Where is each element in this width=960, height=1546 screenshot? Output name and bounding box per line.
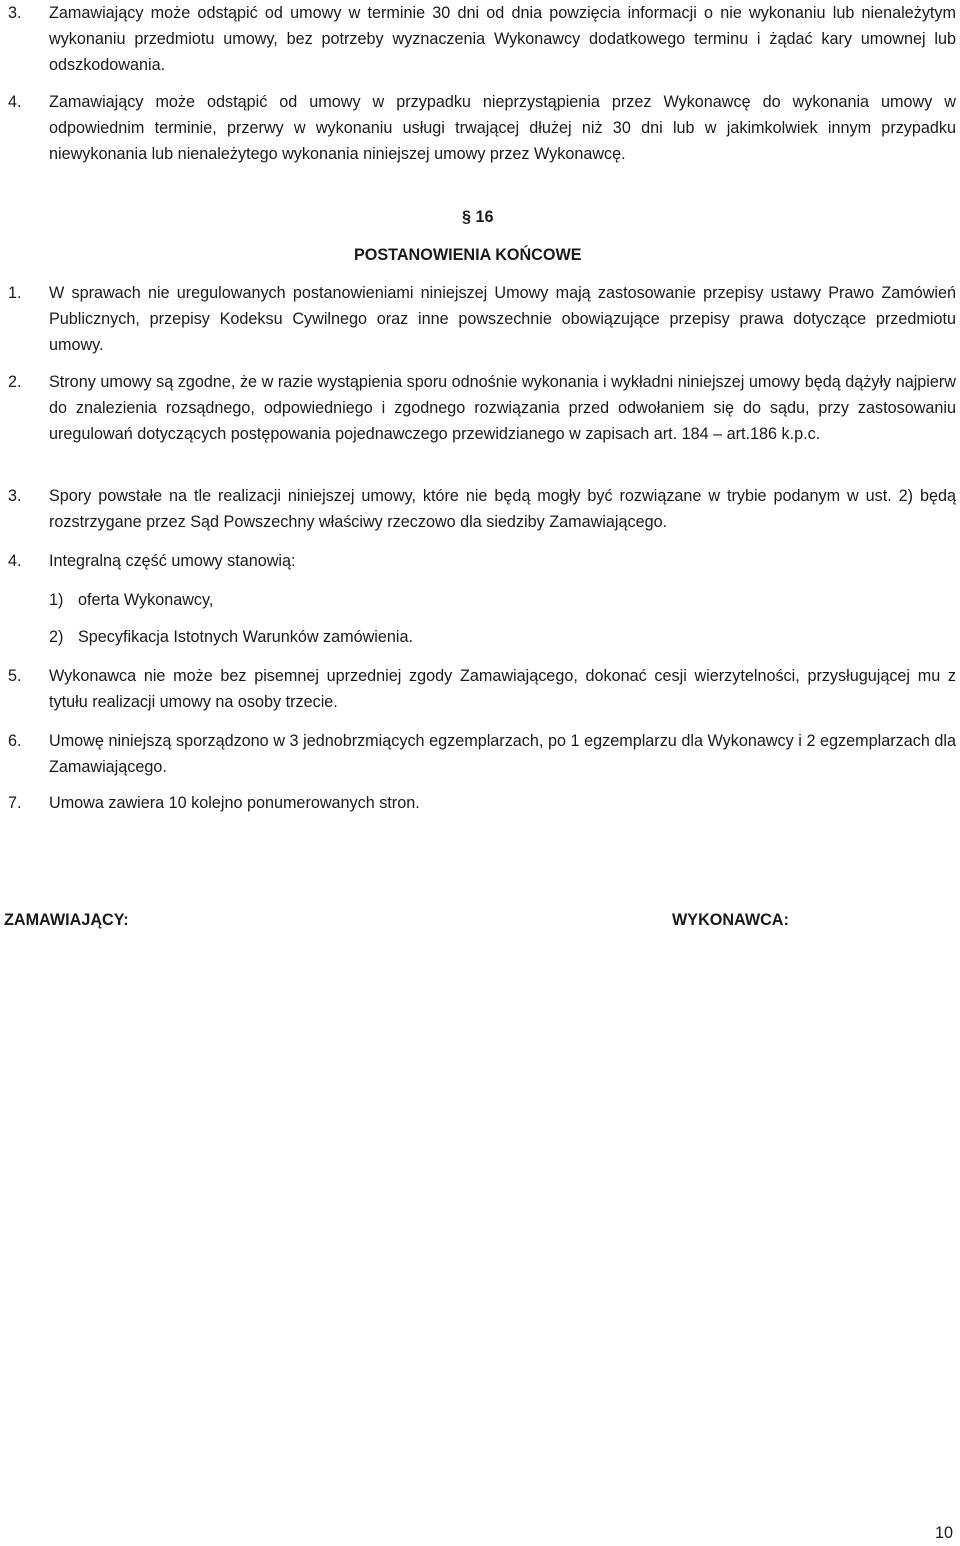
clause-item-4-top: [8, 89, 956, 167]
final-clause-1: [8, 280, 956, 358]
clause-text: Integralną część umowy stanowią:: [49, 552, 296, 570]
section-title: POSTANOWIENIA KOŃCOWE: [354, 246, 582, 264]
clause-number: 4.: [8, 93, 22, 111]
clause-text: Umowę niniejszą sporządzono w 3 jednobrzmiących egzemplarzach, po 1 egzemplarzu dla Wykonawcy i 2 egzemplarzach dla Zamawiającego.: [49, 732, 956, 776]
final-clause-4: [8, 548, 956, 574]
clause-text: Wykonawca nie może bez pisemnej uprzedniej zgody Zamawiającego, dokonać cesji wierzytelności, przysługującej mu z tytułu realizacji umowy na osoby trzecie.: [49, 667, 956, 711]
clause-number: 3.: [8, 4, 22, 22]
clause-number: 1.: [8, 284, 22, 302]
final-clause-3: [8, 483, 956, 535]
integral-part-2: [49, 624, 413, 650]
clause-number: 3.: [8, 487, 22, 505]
signature-label-contractor: WYKONAWCA:: [672, 911, 789, 929]
clause-text: Umowa zawiera 10 kolejno ponumerowanych stron.: [49, 794, 420, 812]
signature-label-contracting-party: ZAMAWIAJĄCY:: [4, 911, 129, 929]
clause-text: Zamawiający może odstąpić od umowy w przypadku nieprzystąpienia przez Wykonawcę do wykonania umowy w odpowiednim terminie, przerwy w wykonaniu usługi trwającej dłużej niż 30 dni lub w jakimkolwiek innym przypadku niewykonania lub nienależytego wykonania niniejszej umowy przez Wykonawcę.: [49, 93, 956, 163]
sub-item-number: 2): [49, 628, 64, 646]
section-mark: § 16: [462, 208, 494, 226]
clause-number: 5.: [8, 667, 22, 685]
clause-number: 4.: [8, 552, 22, 570]
final-clause-2: [8, 369, 956, 447]
sub-item-number: 1): [49, 591, 64, 609]
clause-text: W sprawach nie uregulowanych postanowieniami niniejszej Umowy mają zastosowanie przepisy ustawy Prawo Zamówień Publicznych, przepisy Kodeksu Cywilnego oraz inne powszechnie obowiązujące przepisy prawa dotyczące przedmiotu umowy.: [49, 284, 956, 354]
sub-item-text: Specyfikacja Istotnych Warunków zamówienia.: [78, 628, 413, 646]
integral-part-1: [49, 587, 213, 613]
clause-text: Zamawiający może odstąpić od umowy w terminie 30 dni od dnia powzięcia informacji o nie wykonaniu lub nienależytym wykonaniu przedmiotu umowy, bez potrzeby wyznaczenia Wykonawcy dodatkowego terminu i żądać kary umownej lub odszkodowania.: [49, 4, 956, 74]
clause-number: 2.: [8, 373, 22, 391]
clause-text: Spory powstałe na tle realizacji niniejszej umowy, które nie będą mogły być rozwiązane w trybie podanym w ust. 2) będą rozstrzygane przez Sąd Powszechny właściwy rzeczowo dla siedziby Zamawiającego.: [49, 487, 956, 531]
clause-number: 6.: [8, 732, 22, 750]
clause-text: Strony umowy są zgodne, że w razie wystąpienia sporu odnośnie wykonania i wykładni niniejszej umowy będą dążyły najpierw do znalezienia rozsądnego, odpowiedniego i zgodnego rozwiązania przed odwołaniem się do sądu, przy zastosowaniu uregulowań dotyczących postępowania pojednawczego przewidzianego w zapisach art. 184 – art.186 k.p.c.: [49, 373, 956, 443]
final-clause-5: [8, 663, 956, 715]
final-clause-7: [8, 790, 956, 816]
page-number: 10: [934, 1524, 953, 1542]
final-clause-6: [8, 728, 956, 780]
sub-item-text: oferta Wykonawcy,: [78, 591, 214, 609]
clause-number: 7.: [8, 794, 22, 812]
clause-item-3-top: [8, 0, 956, 78]
